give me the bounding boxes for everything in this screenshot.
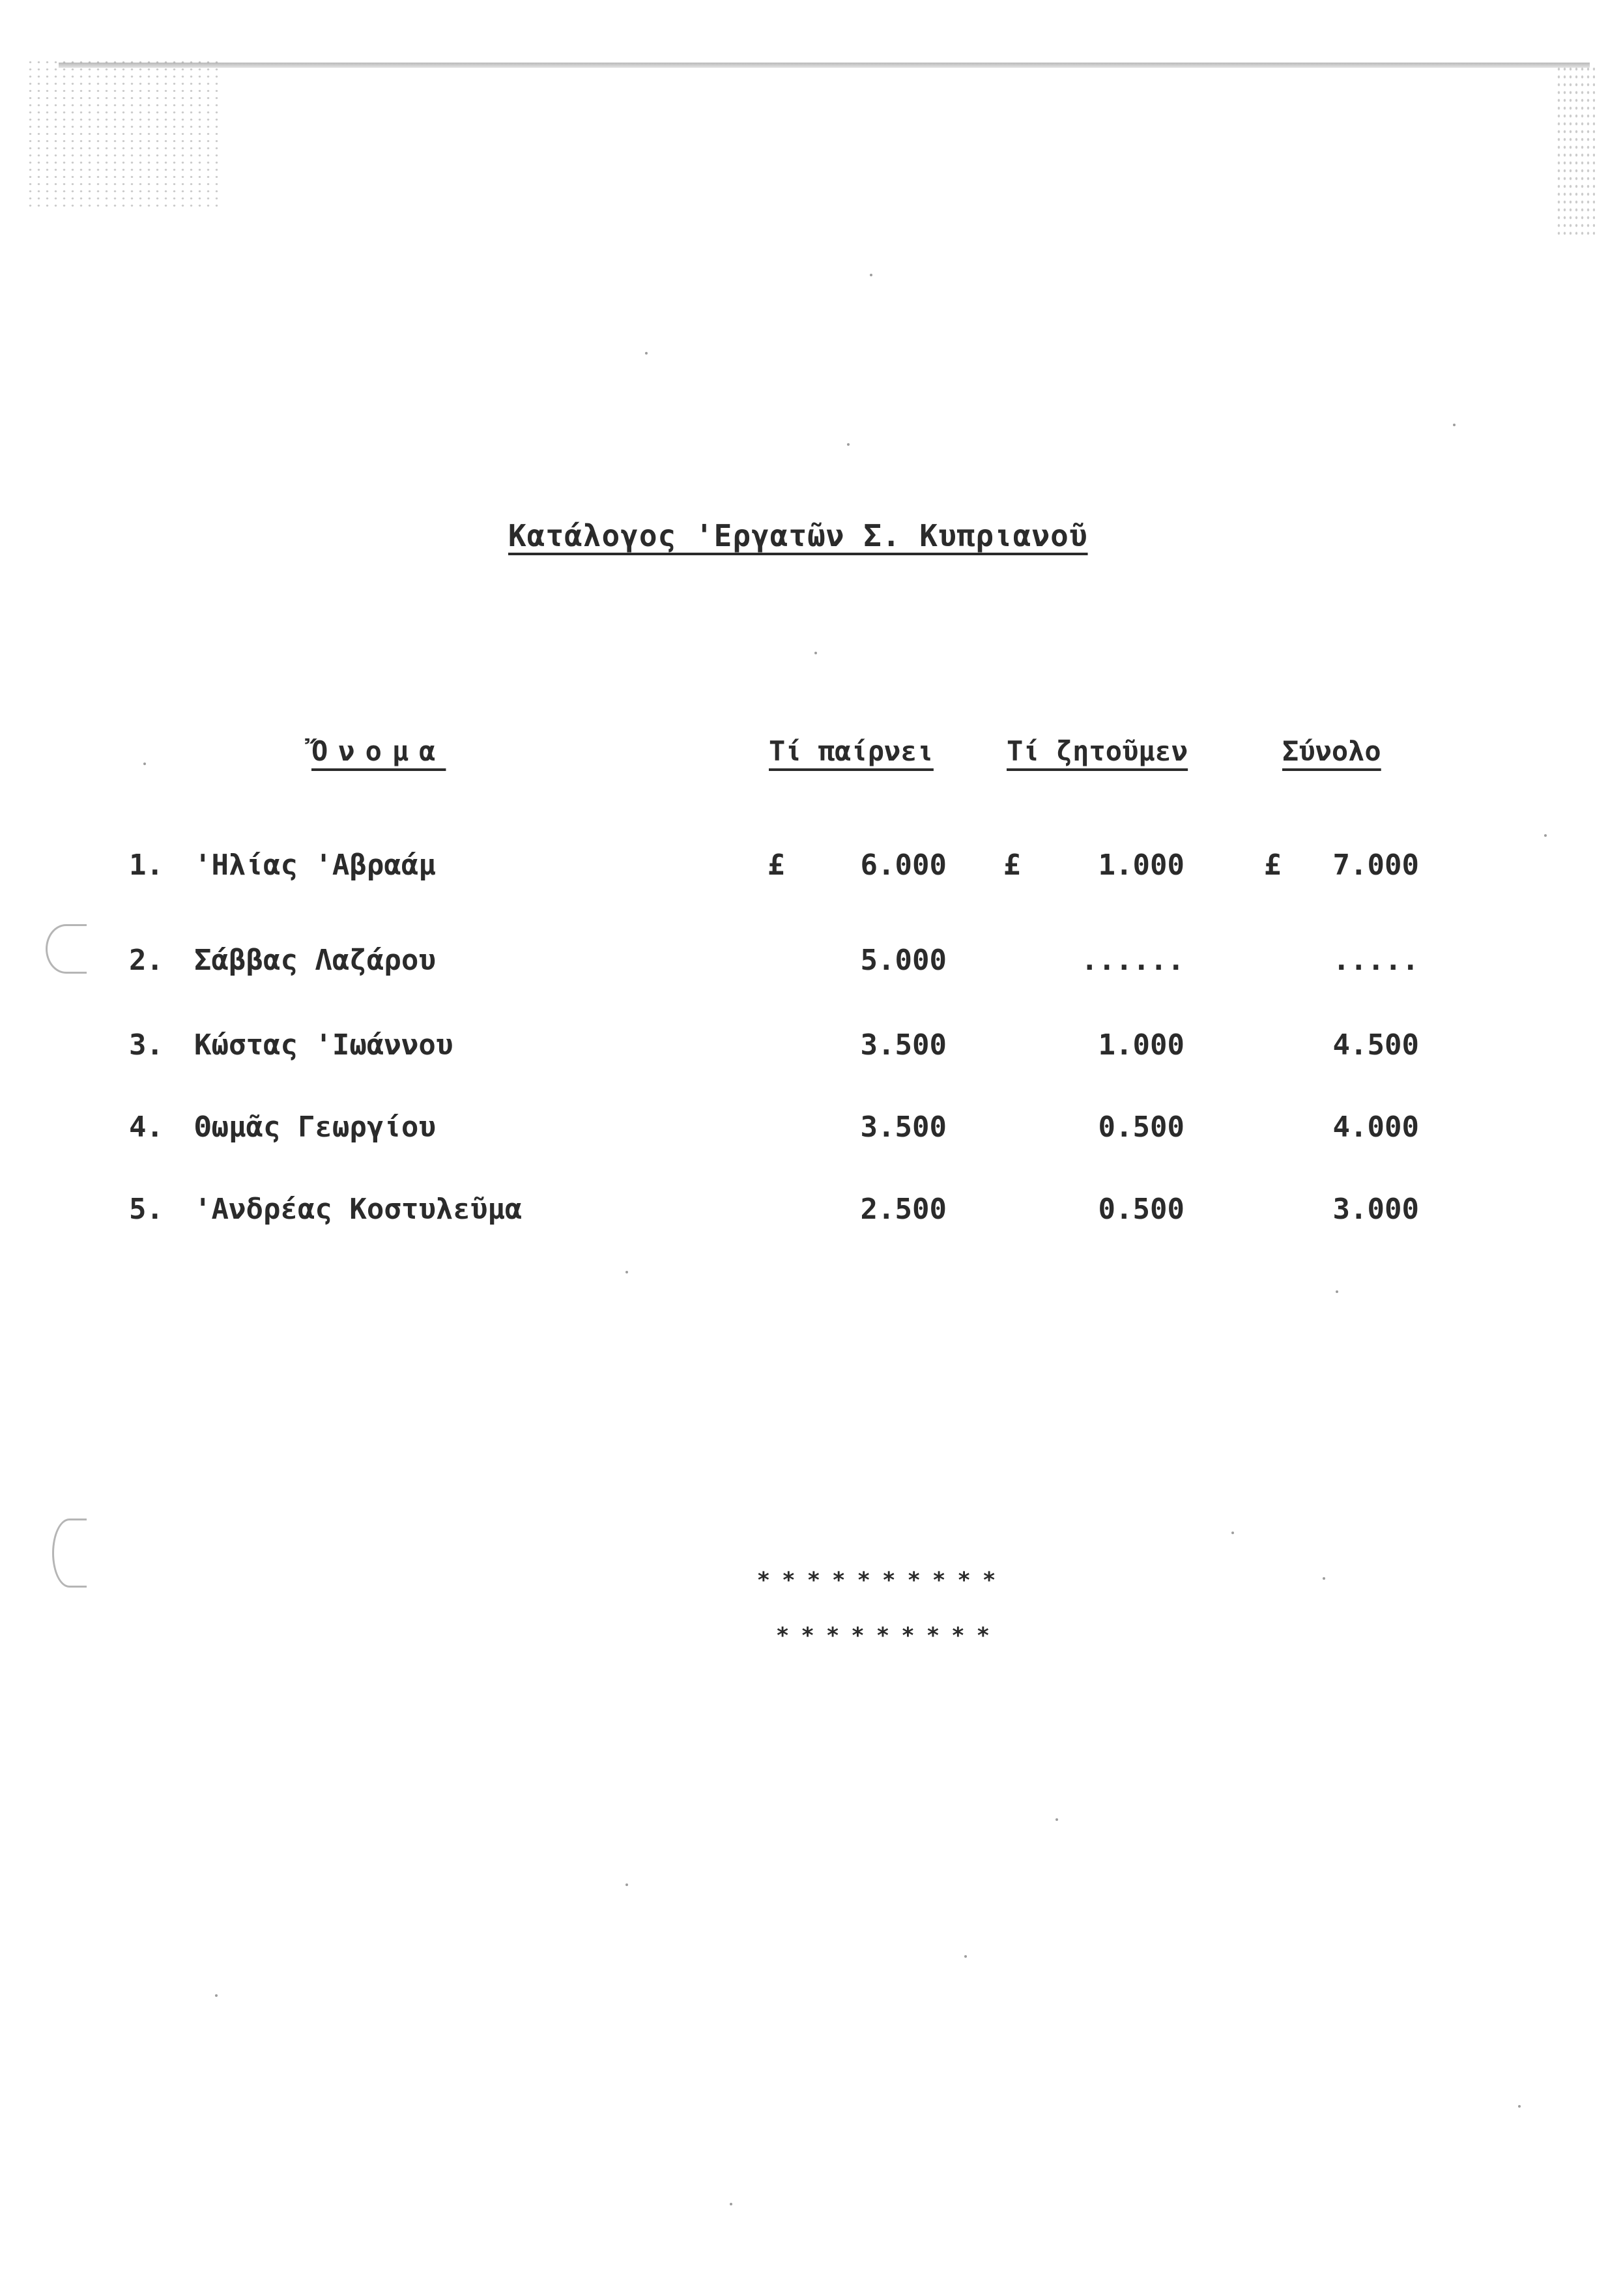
document-title: Κατάλογος 'Εργατῶν Σ. Κυπριανοῦ (508, 518, 1088, 553)
speck (730, 2203, 732, 2205)
speck (1336, 1290, 1338, 1293)
row-number: 3. (129, 1028, 164, 1062)
row-number: 4. (129, 1111, 164, 1144)
footer-stars-line-1: ********** (756, 1567, 1008, 1593)
header-ask: Τί ζητοῦμεν (1007, 735, 1188, 767)
speck (964, 1955, 967, 1958)
header-pay: Τί παίρνει (769, 735, 934, 767)
ask-value: ...... (1081, 944, 1184, 977)
speck (625, 1883, 628, 1886)
total-value: 4.000 (1332, 1111, 1419, 1144)
currency-symbol: £ (768, 849, 785, 882)
header-name: Ὄνομα (311, 735, 446, 767)
speck (1055, 1818, 1058, 1821)
total-value: ..... (1332, 944, 1419, 977)
table-row (0, 1028, 1608, 1068)
speck (625, 1271, 628, 1273)
ask-value: 0.500 (1098, 1193, 1184, 1226)
worker-name: Σάββας Λαζάρου (194, 944, 436, 977)
speck (645, 352, 648, 355)
pay-value: 3.500 (860, 1111, 947, 1144)
pay-value: 6.000 (860, 849, 947, 882)
pay-value: 3.500 (860, 1028, 947, 1062)
ask-value: 0.500 (1098, 1111, 1184, 1144)
ask-value: 1.000 (1098, 849, 1184, 882)
table-row (0, 944, 1608, 983)
footer-stars-line-2: ********* (775, 1623, 1002, 1649)
speck (870, 274, 872, 276)
table-row (0, 1111, 1608, 1150)
worker-name: Κώστας 'Ιωάννου (194, 1028, 453, 1062)
header-total: Σύνολο (1282, 735, 1381, 767)
speck (1544, 834, 1547, 837)
scan-noise-right (1556, 65, 1595, 235)
speck (143, 763, 146, 765)
table-row (0, 849, 1608, 888)
pay-value: 2.500 (860, 1193, 947, 1226)
ask-value: 1.000 (1098, 1028, 1184, 1062)
speck (1231, 1532, 1234, 1534)
row-number: 2. (129, 944, 164, 977)
currency-symbol: £ (1003, 849, 1021, 882)
total-value: 7.000 (1332, 849, 1419, 882)
speck (814, 652, 817, 654)
worker-name: 'Ανδρέας Κοστυλεῦμα (194, 1193, 523, 1226)
pay-value: 5.000 (860, 944, 947, 977)
speck (1453, 424, 1456, 426)
total-value: 4.500 (1332, 1028, 1419, 1062)
row-number: 5. (129, 1193, 164, 1226)
scan-edge (59, 63, 1590, 68)
currency-symbol: £ (1264, 849, 1282, 882)
table-row (0, 1193, 1608, 1232)
speck (1518, 2105, 1521, 2108)
speck (215, 1994, 218, 1997)
total-value: 3.000 (1332, 1193, 1419, 1226)
speck (847, 443, 850, 446)
worker-name: 'Ηλίας 'Αβραάμ (194, 849, 436, 882)
scan-noise-top-left (26, 59, 222, 209)
worker-name: Θωμᾶς Γεωργίου (194, 1111, 436, 1144)
row-number: 1. (129, 849, 164, 882)
